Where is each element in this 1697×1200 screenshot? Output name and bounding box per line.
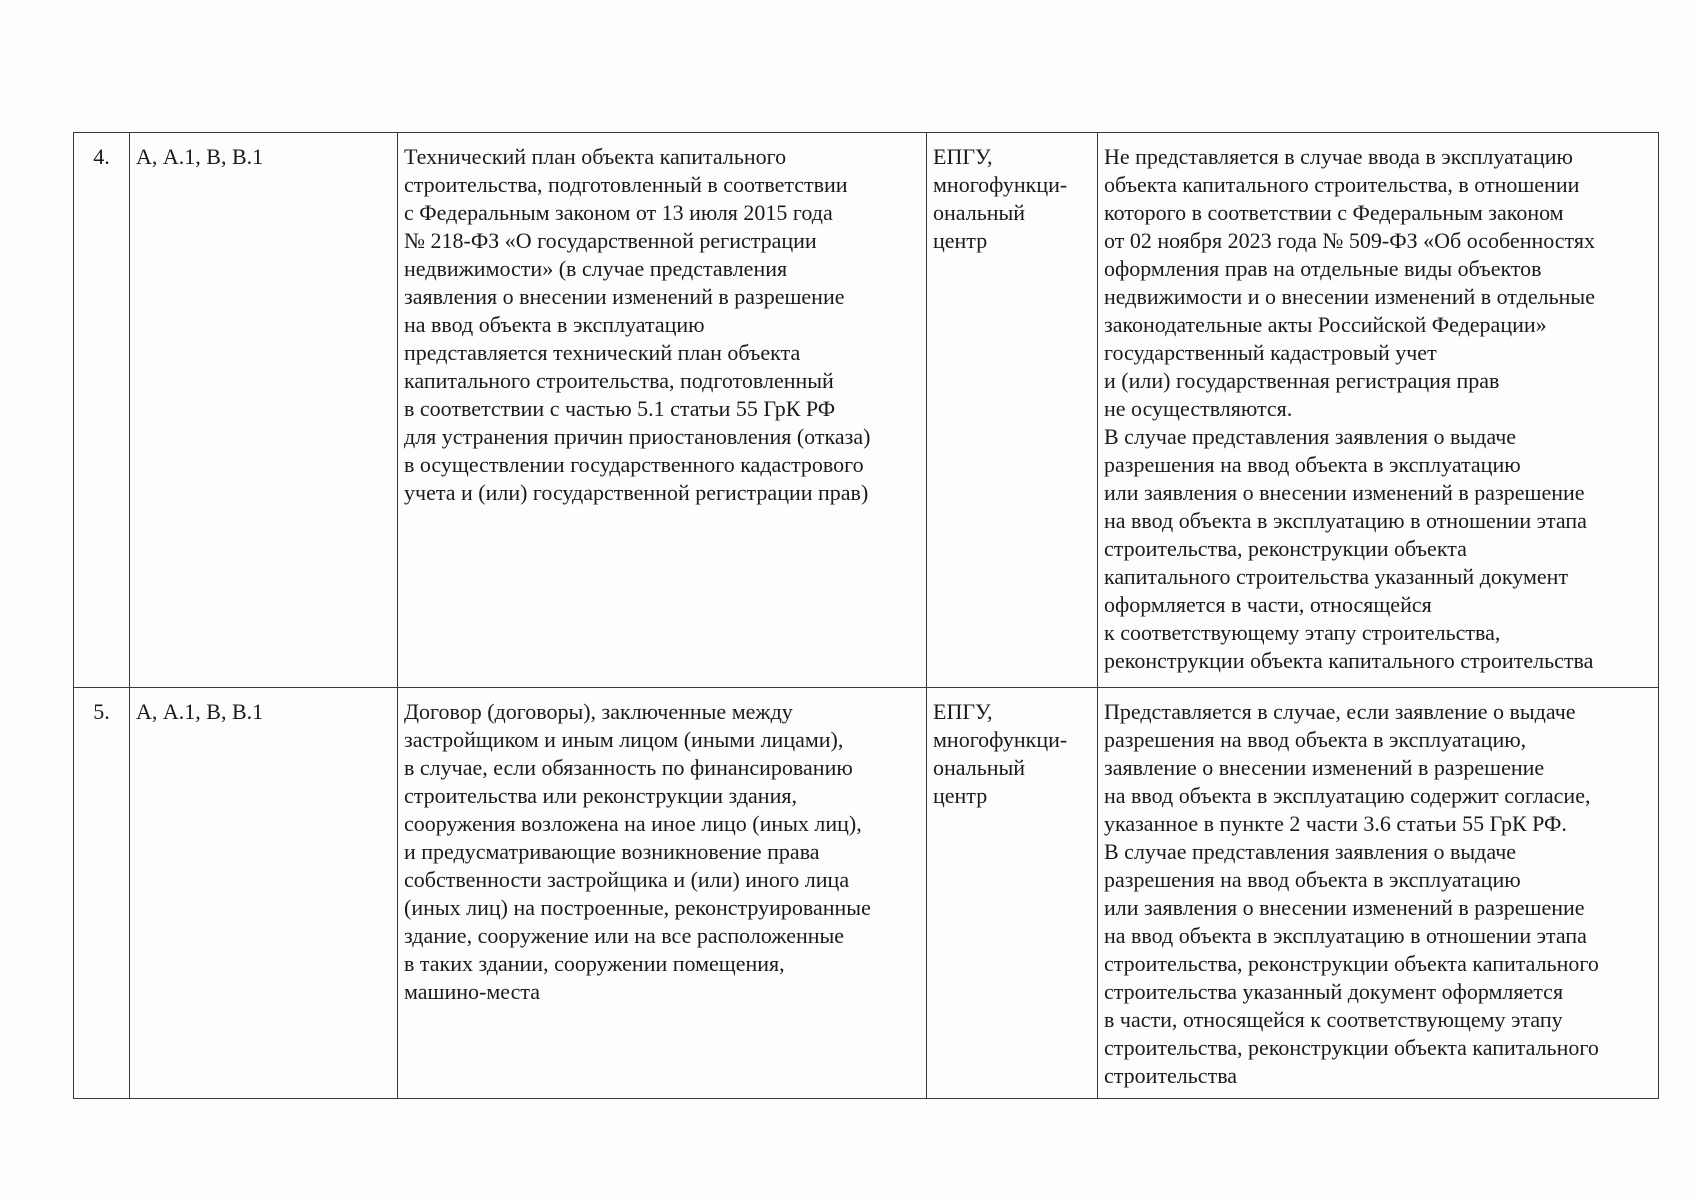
row-number: 4. bbox=[74, 133, 130, 688]
row-number: 5. bbox=[74, 688, 130, 1099]
documents-table bbox=[73, 132, 1659, 1099]
row-note: Представляется в случае, если заявление о выдаче разрешения на ввод объекта в эксплуатацию, заявление о внесении изменений в разрешение на ввод объекта в эксплуатацию содержит согласие, указанное в пункте 2 части 3.6 статьи 55 ГрК РФ. В случае представления заявления о выдаче разрешения на ввод объекта в эксплуатацию или заявления о внесении изменений в разрешение на ввод объекта в эксплуатацию в отношении этапа строительства, реконструкции объекта капитального строительства указанный документ оформляется в части, относящейся к соответствующему этапу строительства, реконструкции объекта капитального строительства bbox=[1098, 688, 1659, 1099]
row-note: Не представляется в случае ввода в эксплуатацию объекта капитального строительства, в отношении которого в соответствии с Федеральным законом от 02 ноября 2023 года № 509-ФЗ «Об особенностях оформления прав на отдельные виды объектов недвижимости и о внесении изменений в отдельные законодательные акты Российской Федерации» государственный кадастровый учет и (или) государственная регистрация прав не осуществляются. В случае представления заявления о выдаче разрешения на ввод объекта в эксплуатацию или заявления о внесении изменений в разрешение на ввод объекта в эксплуатацию в отношении этапа строительства, реконструкции объекта капитального строительства указанный документ оформляется в части, относящейся к соответствующему этапу строительства, реконструкции объекта капитального строительства bbox=[1098, 133, 1659, 688]
row-document: Технический план объекта капитального строительства, подготовленный в соответствии с Федеральным законом от 13 июля 2015 года № 218-ФЗ «О государственной регистрации недвижимости» (в случае представления заявления о внесении изменений в разрешение на ввод объекта в эксплуатацию представляется технический план объекта капитального строительства, подготовленный в соответствии с частью 5.1 статьи 55 ГрК РФ для устранения причин приостановления (отказа) в осуществлении государственного кадастрового учета и (или) государственной регистрации прав) bbox=[398, 133, 927, 688]
row-document: Договор (договоры), заключенные между застройщиком и иным лицом (иными лицами), в случае, если обязанность по финансированию строительства или реконструкции здания, сооружения возложена на иное лицо (иных лиц), и предусматривающие возникновение права собственности застройщика и (или) иного лица (иных лиц) на построенные, реконструированные здание, сооружение или на все расположенные в таких здании, сооружении помещения, машино-места bbox=[398, 688, 927, 1099]
table-row bbox=[74, 688, 1659, 1099]
row-codes: А, А.1, В, В.1 bbox=[130, 688, 398, 1099]
row-source: ЕПГУ, многофункци- ональный центр bbox=[927, 688, 1098, 1099]
row-codes: А, А.1, В, В.1 bbox=[130, 133, 398, 688]
row-source: ЕПГУ, многофункци- ональный центр bbox=[927, 133, 1098, 688]
table-row bbox=[74, 133, 1659, 688]
